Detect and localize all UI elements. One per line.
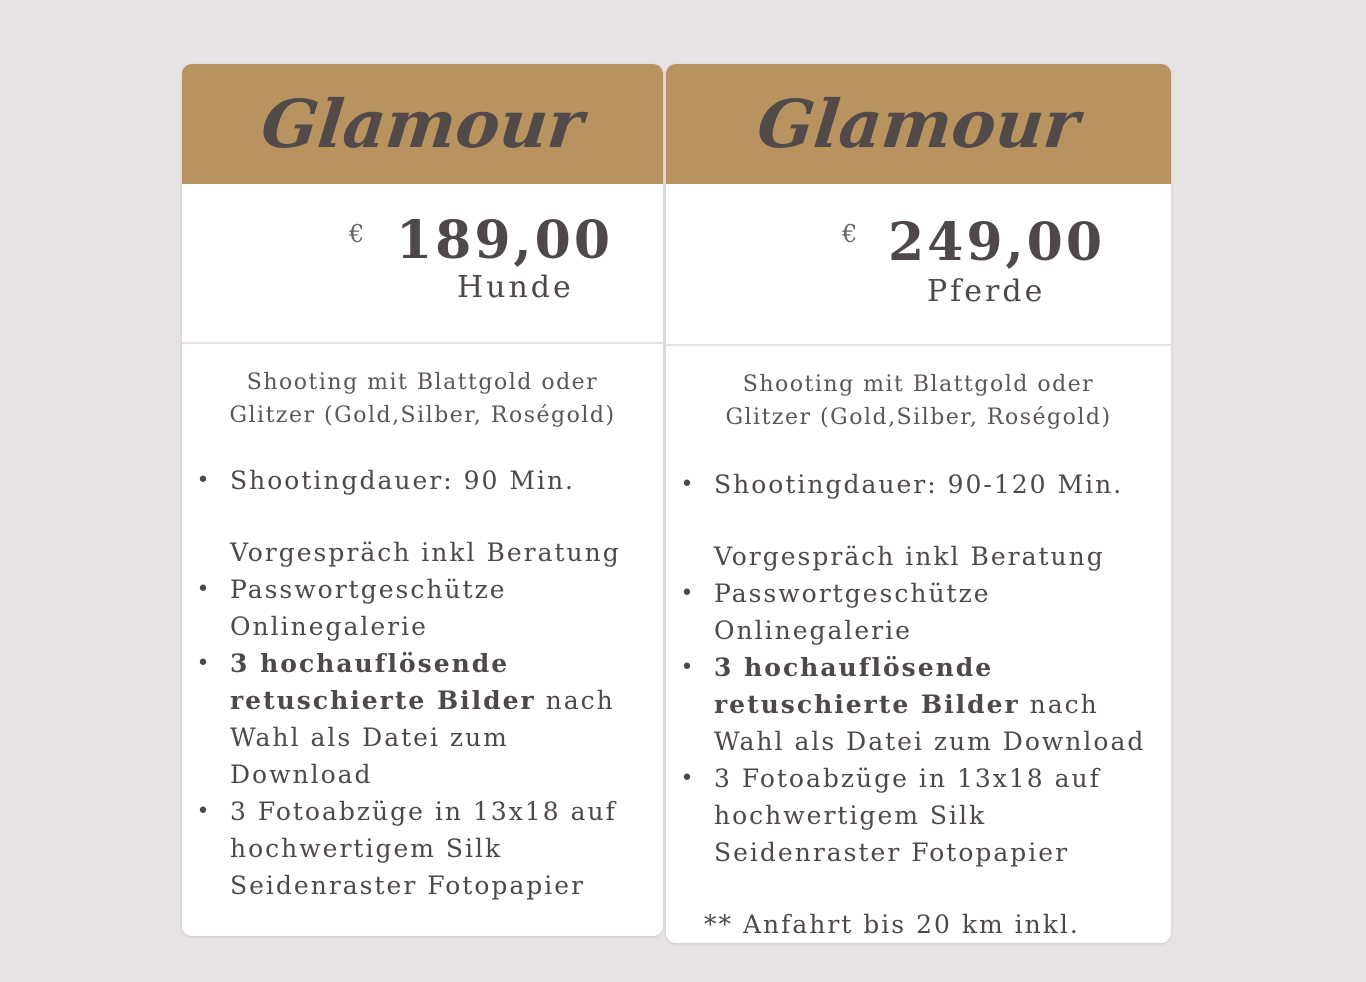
list-item bbox=[194, 571, 654, 645]
animal-label: Pferde bbox=[927, 274, 1046, 309]
feature-images-bold: 3 hochauflösende retuschierte Bilder bbox=[714, 653, 1020, 719]
bullet-icon: • bbox=[196, 577, 212, 602]
description: Shooting mit Blattgold oder Glitzer (Gold,Silber, Roségold) bbox=[229, 370, 616, 428]
card-title: Glamour bbox=[753, 85, 1084, 163]
feature-prints: 3 Fotoabzüge in 13x18 auf hochwertigem Silk Seidenraster Fotopapier bbox=[714, 764, 1101, 867]
feature-duration: Shootingdauer: 90 Min. bbox=[230, 466, 576, 495]
animal-label: Hunde bbox=[457, 270, 574, 305]
pricing-card-dogs bbox=[182, 64, 663, 936]
price-section bbox=[182, 184, 663, 344]
bullet-icon: • bbox=[680, 472, 696, 497]
list-item bbox=[194, 534, 654, 571]
feature-consultation: Vorgespräch inkl Beratung bbox=[230, 538, 621, 567]
list-item bbox=[194, 793, 654, 904]
feature-gallery: Passwortgeschütze Onlinegalerie bbox=[230, 575, 507, 641]
currency-symbol: € bbox=[349, 220, 365, 248]
list-item bbox=[678, 538, 1163, 575]
bullet-icon: • bbox=[196, 468, 212, 493]
list-item bbox=[678, 575, 1163, 649]
bullet-icon: • bbox=[680, 655, 696, 680]
feature-duration: Shootingdauer: 90-120 Min. bbox=[714, 470, 1124, 499]
list-item bbox=[678, 760, 1163, 871]
list-item bbox=[678, 649, 1163, 760]
feature-gallery: Passwortgeschütze Onlinegalerie bbox=[714, 579, 991, 645]
list-item bbox=[194, 462, 654, 499]
feature-list bbox=[678, 466, 1163, 871]
description: Shooting mit Blattgold oder Glitzer (Gold,Silber, Roségold) bbox=[725, 372, 1112, 430]
price-section bbox=[666, 184, 1171, 346]
list-item bbox=[678, 466, 1163, 503]
bullet-icon: • bbox=[680, 766, 696, 791]
bullet-icon: • bbox=[196, 799, 212, 824]
feature-images-rest: nach Wahl als Datei zum Download bbox=[714, 690, 1146, 756]
price-value: 189,00 bbox=[396, 210, 614, 271]
feature-consultation: Vorgespräch inkl Beratung bbox=[714, 542, 1105, 571]
card-header bbox=[666, 64, 1171, 184]
price-value: 249,00 bbox=[888, 212, 1106, 273]
card-header bbox=[182, 64, 663, 184]
list-item bbox=[194, 645, 654, 793]
card-title: Glamour bbox=[257, 85, 588, 163]
travel-note: ** Anfahrt bis 20 km inkl. bbox=[704, 910, 1080, 939]
currency-symbol: € bbox=[842, 220, 858, 248]
bullet-icon: • bbox=[196, 651, 212, 676]
feature-list bbox=[194, 462, 654, 904]
feature-images-rest: nach Wahl als Datei zum Download bbox=[230, 686, 615, 789]
pricing-card-horses bbox=[666, 64, 1171, 943]
feature-images-bold: 3 hochauflösende retuschierte Bilder bbox=[230, 649, 536, 715]
bullet-icon: • bbox=[680, 581, 696, 606]
feature-prints: 3 Fotoabzüge in 13x18 auf hochwertigem Silk Seidenraster Fotopapier bbox=[230, 797, 617, 900]
